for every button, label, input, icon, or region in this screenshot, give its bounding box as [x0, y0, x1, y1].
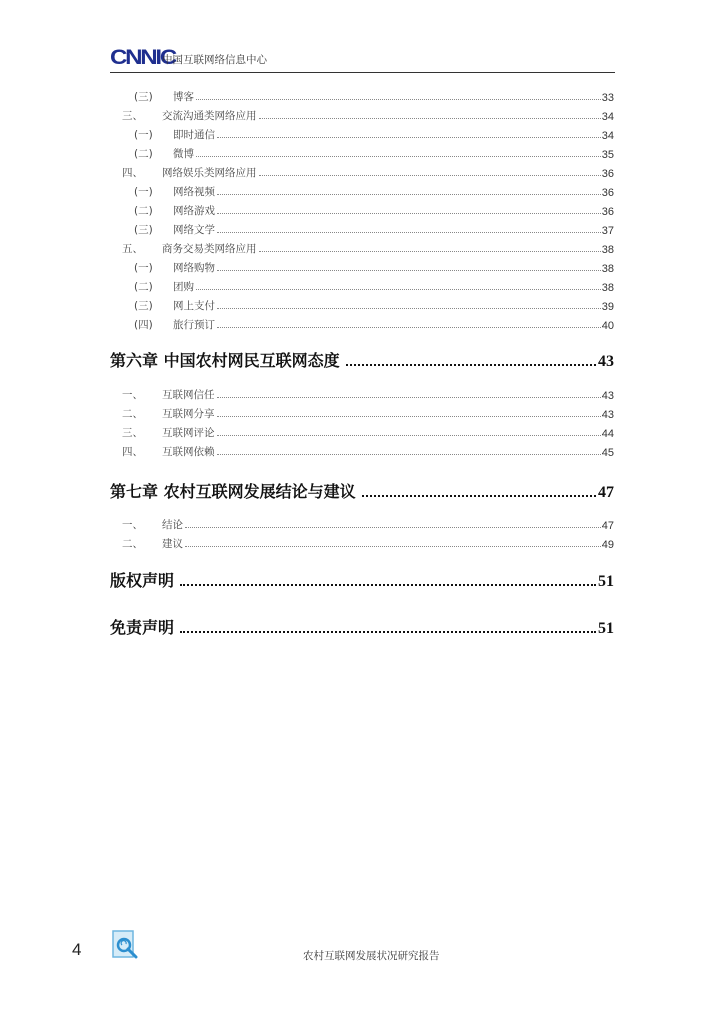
toc-entry-title: 交流沟通类网络应用 [162, 110, 257, 122]
toc-entry-number: (一) [134, 262, 153, 274]
toc-entry[interactable] [110, 183, 614, 199]
toc-entry-page: 43 [601, 409, 614, 421]
toc-chapter-title: 免责声明 [110, 618, 175, 637]
toc-chapter[interactable] [110, 347, 614, 371]
toc-entry-page: 36 [601, 187, 614, 199]
toc-chapter-page: 51 [598, 573, 614, 590]
toc-entry-number: 一、 [122, 519, 143, 531]
toc-entry-page: 47 [601, 520, 614, 532]
toc-entry-page: 34 [601, 111, 614, 123]
toc-entry-number: 二、 [122, 408, 143, 420]
toc-entry-number: (二) [134, 281, 153, 293]
toc-entry-page: 39 [601, 301, 614, 313]
toc-entry-number: 三、 [122, 427, 143, 439]
toc-entry[interactable] [110, 88, 614, 104]
toc-chapter-title: 第七章 农村互联网发展结论与建议 [110, 482, 356, 501]
toc-entry-title: 网络购物 [173, 262, 215, 274]
toc-entry-page: 49 [601, 539, 614, 551]
toc-chapter[interactable] [110, 567, 614, 591]
toc-entry-title: 网上支付 [173, 300, 215, 312]
toc-entry-page: 40 [601, 320, 614, 332]
toc-chapter[interactable] [110, 478, 614, 502]
toc-entry-title: 网络文学 [173, 224, 215, 236]
dot-leader [185, 545, 601, 547]
dot-leader [196, 288, 601, 290]
toc-entry-number: (三) [134, 91, 153, 103]
toc-entry-number: 三、 [122, 110, 143, 122]
toc-entry-number: (二) [134, 205, 153, 217]
toc-entry-page: 38 [601, 263, 614, 275]
toc-entry-title: 网络游戏 [173, 205, 215, 217]
toc-entry[interactable] [110, 405, 614, 421]
toc-entry[interactable] [110, 316, 614, 332]
toc-entry-title: 互联网评论 [162, 427, 215, 439]
cnnic-logo: CNNIC [110, 46, 175, 69]
toc-entry-page: 45 [601, 447, 614, 459]
dot-leader [259, 117, 601, 119]
toc-entry-title: 商务交易类网络应用 [162, 243, 257, 255]
toc-chapter-page: 43 [598, 353, 614, 370]
toc-entry-number: (二) [134, 148, 153, 160]
toc-entry-number: (三) [134, 300, 153, 312]
dot-leader [217, 136, 601, 138]
page-number: 4 [72, 940, 82, 959]
toc-chapter-title: 第六章 中国农村网民互联网态度 [110, 351, 340, 370]
toc-entry-title: 旅行预订 [173, 319, 215, 331]
toc-entry-title: 网络视频 [173, 186, 215, 198]
dot-leader [217, 453, 601, 455]
toc-entry[interactable] [110, 240, 614, 256]
toc-entry[interactable] [110, 164, 614, 180]
dot-leader [196, 98, 601, 100]
toc-entry[interactable] [110, 535, 614, 551]
toc-entry-title: 互联网信任 [162, 389, 215, 401]
report-title: 农村互联网发展状况研究报告 [303, 950, 440, 962]
toc-entry-number: 四、 [122, 446, 143, 458]
toc-entry[interactable] [110, 202, 614, 218]
toc-entry[interactable] [110, 443, 614, 459]
dot-leader [196, 155, 601, 157]
toc-entry-title: 互联网依赖 [162, 446, 215, 458]
toc-entry-page: 38 [601, 244, 614, 256]
toc-chapter-page: 47 [598, 484, 614, 501]
toc-entry-title: 博客 [173, 91, 194, 103]
toc-entry-page: 36 [601, 168, 614, 180]
toc-entry[interactable] [110, 516, 614, 532]
toc-entry-title: 团购 [173, 281, 194, 293]
toc-entry[interactable] [110, 278, 614, 294]
toc-entry-page: 36 [601, 206, 614, 218]
dot-leader [217, 269, 601, 271]
toc-entry-title: 结论 [162, 519, 183, 531]
toc-entry[interactable] [110, 221, 614, 237]
toc-entry-page: 33 [601, 92, 614, 104]
toc-entry-number: 二、 [122, 538, 143, 550]
toc-entry[interactable] [110, 386, 614, 402]
dot-leader [217, 415, 601, 417]
toc-entry-page: 43 [601, 390, 614, 402]
dot-leader [185, 526, 601, 528]
toc-entry[interactable] [110, 259, 614, 275]
toc-chapter[interactable] [110, 614, 614, 638]
toc-entry-number: 五、 [122, 243, 143, 255]
toc-entry-page: 35 [601, 149, 614, 161]
toc-entry-page: 44 [601, 428, 614, 440]
dot-leader [180, 631, 596, 633]
dot-leader [217, 307, 601, 309]
org-name: 中国互联网络信息中心 [162, 54, 267, 66]
toc-entry-page: 37 [601, 225, 614, 237]
dot-leader [217, 212, 601, 214]
dot-leader [180, 584, 596, 586]
dot-leader [217, 396, 601, 398]
magnifier-document-icon [112, 930, 140, 960]
toc-entry-number: (四) [134, 319, 153, 331]
toc-chapter-page: 51 [598, 620, 614, 637]
toc-entry-page: 38 [601, 282, 614, 294]
toc-entry-title: 网络娱乐类网络应用 [162, 167, 257, 179]
toc-entry[interactable] [110, 145, 614, 161]
toc-chapter-title: 版权声明 [110, 571, 175, 590]
toc-entry-number: (一) [134, 186, 153, 198]
toc-entry-title: 互联网分享 [162, 408, 215, 420]
dot-leader [259, 250, 601, 252]
toc-entry-title: 即时通信 [173, 129, 215, 141]
dot-leader [217, 231, 601, 233]
dot-leader [259, 174, 601, 176]
toc-entry-title: 建议 [162, 538, 183, 550]
dot-leader [346, 364, 596, 366]
dot-leader [217, 326, 601, 328]
toc-entry[interactable] [110, 107, 614, 123]
toc-entry[interactable] [110, 424, 614, 440]
toc-entry-title: 微博 [173, 148, 194, 160]
dot-leader [362, 495, 596, 497]
dot-leader [217, 434, 601, 436]
toc-entry[interactable] [110, 126, 614, 142]
toc-entry-number: (三) [134, 224, 153, 236]
toc-entry-number: 一、 [122, 389, 143, 401]
toc-entry-page: 34 [601, 130, 614, 142]
toc-entry[interactable] [110, 297, 614, 313]
dot-leader [217, 193, 601, 195]
page-header [110, 46, 615, 73]
toc-entry-number: 四、 [122, 167, 143, 179]
toc-entry-number: (一) [134, 129, 153, 141]
